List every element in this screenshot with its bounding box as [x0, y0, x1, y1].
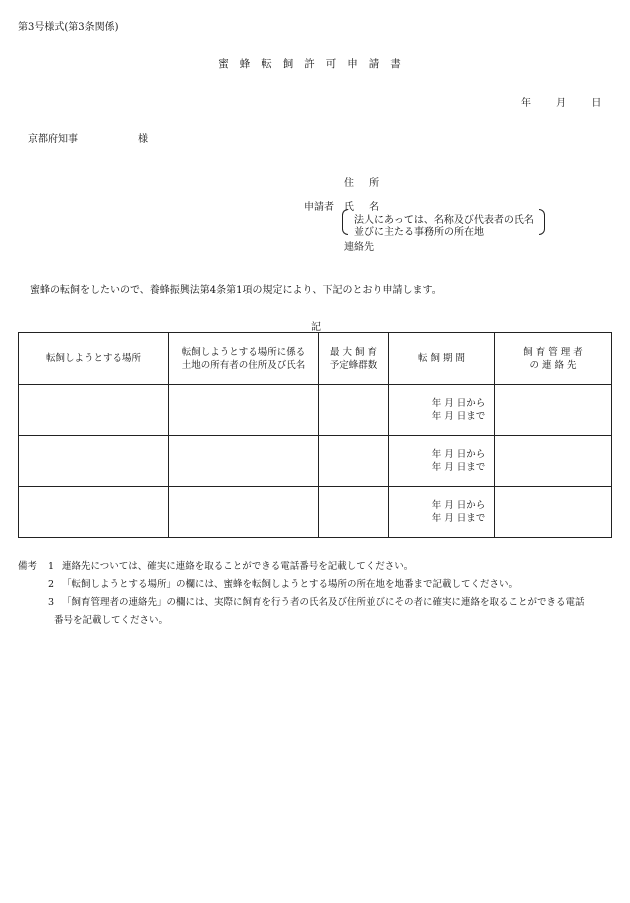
note-text: 連絡先については、確実に連絡を取ることができる電話番号を記載してください。: [62, 561, 414, 572]
period-from: 年 月 日から: [431, 500, 486, 511]
cell-period[interactable]: [389, 436, 495, 487]
period-to: 年 月 日まで: [431, 513, 486, 524]
cell-landowner[interactable]: [169, 436, 319, 487]
table-row: [19, 487, 612, 538]
form-number: 第3号様式(第3条関係): [18, 22, 119, 33]
cell-landowner[interactable]: [169, 385, 319, 436]
note-number: 2: [48, 579, 55, 590]
period-to: 年 月 日まで: [431, 462, 486, 473]
cell-period[interactable]: [389, 385, 495, 436]
ki-heading: 記: [311, 322, 321, 333]
addressee: 京都府知事: [28, 134, 78, 145]
application-table: [18, 332, 612, 538]
address-label: 住 所: [344, 178, 386, 189]
date-line: 年 月 日: [521, 98, 602, 109]
note-number: 1: [48, 561, 55, 572]
header-period: 転 飼 期 間: [389, 333, 495, 385]
cell-manager-contact[interactable]: [495, 436, 612, 487]
table-row: [19, 436, 612, 487]
corporate-note-line2: 並びに主たる事務所の所在地: [354, 227, 484, 238]
contact-label: 連絡先: [344, 242, 374, 253]
note-continuation-text: 番号を記載してください。: [54, 615, 169, 626]
cell-max-colonies[interactable]: [319, 385, 389, 436]
cell-landowner[interactable]: [169, 487, 319, 538]
period-to: 年 月 日まで: [431, 411, 486, 422]
note-item: [18, 576, 618, 594]
cell-period[interactable]: [389, 487, 495, 538]
application-statement: 蜜蜂の転飼をしたいので、養蜂振興法第4条第1項の規定により、下記のとおり申請します。: [30, 285, 442, 296]
cell-manager-contact[interactable]: [495, 385, 612, 436]
cell-location[interactable]: [19, 487, 169, 538]
addressee-suffix: 様: [138, 134, 148, 145]
note-number: 3: [48, 597, 55, 608]
period-from: 年 月 日から: [431, 398, 486, 409]
corporate-note-line1: 法人にあっては、名称及び代表者の氏名: [354, 215, 534, 226]
cell-location[interactable]: [19, 436, 169, 487]
right-bracket: [539, 209, 545, 235]
header-manager-contact: 飼 育 管 理 者 の 連 絡 先: [495, 333, 612, 385]
header-max-colonies: 最 大 飼 育 予定蜂群数: [319, 333, 389, 385]
header-location: 転飼しようとする場所: [19, 333, 169, 385]
note-text: 「飼育管理者の連絡先」の欄には、実際に飼育を行う者の氏名及び住所並びにその者に確実に連絡を取ることができる電話: [62, 597, 585, 608]
applicant-label: 申請者: [304, 202, 334, 213]
notes-heading: 備考: [18, 561, 38, 572]
period-from: 年 月 日から: [431, 449, 486, 460]
cell-max-colonies[interactable]: [319, 436, 389, 487]
cell-max-colonies[interactable]: [319, 487, 389, 538]
header-landowner: 転飼しようとする場所に係る 土地の所有者の住所及び氏名: [169, 333, 319, 385]
notes-section: [18, 558, 618, 630]
table-header-row: [19, 333, 612, 385]
name-label: 氏 名: [344, 202, 386, 213]
left-bracket: [342, 209, 348, 235]
cell-location[interactable]: [19, 385, 169, 436]
page-title: 蜜蜂転飼許可申請書: [218, 58, 412, 70]
note-item: [18, 558, 618, 576]
table-row: [19, 385, 612, 436]
note-continuation: [18, 612, 618, 630]
note-text: 「転飼しようとする場所」の欄には、蜜蜂を転飼しようとする場所の所在地を地番まで記載してください。: [62, 579, 519, 590]
cell-manager-contact[interactable]: [495, 487, 612, 538]
corporate-note-bracket: [342, 209, 545, 238]
note-item: [18, 594, 618, 612]
